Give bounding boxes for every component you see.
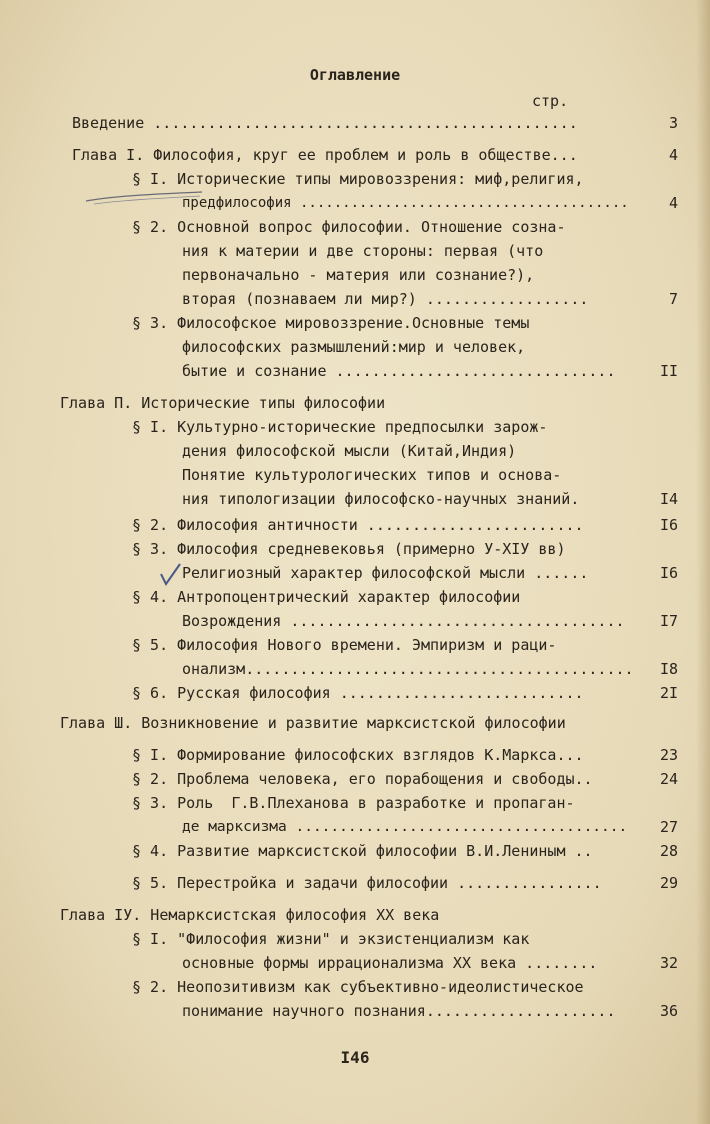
toc-page-number: I8 <box>659 660 678 678</box>
toc-line: § I. Исторические типы мировоззрения: миф,религия, <box>132 170 584 188</box>
toc-line: § 2. Философия античности ........................ <box>132 516 584 534</box>
toc-line: предфилософия ....................................... <box>182 195 629 211</box>
toc-page-number: 24 <box>659 770 678 788</box>
toc-line: § 2. Основной вопрос философии. Отношение созна- <box>132 218 566 236</box>
toc-page-number: 27 <box>659 818 678 836</box>
toc-line: Понятие культурологических типов и основа- <box>182 466 562 484</box>
toc-line: бытие и сознание ............................... <box>182 362 616 380</box>
toc-line: Введение ............................................... <box>72 114 578 132</box>
toc-line: § 2. Проблема человека, его порабощения и свободы.. <box>132 770 593 788</box>
toc-page-number: 36 <box>659 1002 678 1020</box>
toc-line: § 4. Антропоцентрический характер философии <box>132 588 521 606</box>
footer-page-number: I46 <box>340 1048 370 1067</box>
toc-page-number: II <box>659 362 678 380</box>
toc-line: Глава Ш. Возникновение и развитие марксистской философии <box>60 714 566 732</box>
toc-page-number: I7 <box>659 612 678 630</box>
toc-line: понимание научного познания..................... <box>182 1002 616 1020</box>
toc-page-number: I4 <box>659 490 678 508</box>
toc-line: первоначально - материя или сознание?), <box>182 266 535 284</box>
toc-page-number: I6 <box>659 564 678 582</box>
toc-line: дения философской мысли (Китай,Индия) <box>182 442 517 460</box>
toc-line: § 4. Развитие марксистской философии В.И.Лениным .. <box>132 842 593 860</box>
toc-page-number: 7 <box>668 290 678 308</box>
toc-page-number: I6 <box>659 516 678 534</box>
toc-line: ния к материи и две стороны: первая (что <box>182 242 544 260</box>
toc-line: § 5. Перестройка и задачи философии ................ <box>132 874 602 892</box>
toc-line: основные формы иррационализма ХХ века ........ <box>182 954 598 972</box>
toc-page-number: 4 <box>668 194 678 212</box>
toc-page-number: 29 <box>659 874 678 892</box>
toc-line: де марксизма ...................................... <box>182 819 628 835</box>
toc-line: § I. Культурно-исторические предпосылки зарож- <box>132 418 548 436</box>
toc-page-number: 23 <box>659 746 678 764</box>
toc-line: Религиозный характер философской мысли ...... <box>182 564 589 582</box>
toc-line: § 2. Неопозитивизм как субъективно-идеолистическое <box>132 978 584 996</box>
toc-line: § I. Формирование философских взглядов К.Маркса... <box>132 746 584 764</box>
toc-page-number: 28 <box>659 842 678 860</box>
checkmark-icon <box>158 562 184 586</box>
toc-line: § 3. Философское мировоззрение.Основные темы <box>132 314 530 332</box>
toc-line: § 5. Философия Нового времени. Эмпиризм и раци- <box>132 636 557 654</box>
toc-page-number: 4 <box>668 146 678 164</box>
toc-line: Глава I. Философия, круг ее проблем и роль в обществе... <box>72 146 578 164</box>
toc-line: философских размышлений:мир и человек, <box>182 338 526 356</box>
toc-line: § 3. Философия средневековья (примерно У-ХIУ вв) <box>132 540 566 558</box>
toc-line: § 6. Русская философия ........................... <box>132 684 584 702</box>
toc-page-number: 3 <box>668 114 678 132</box>
toc-line: Возрождения ..................................... <box>182 612 625 630</box>
toc-line: Глава IУ. Немарксистская философия ХХ века <box>60 906 440 924</box>
toc-page-number: 2I <box>659 684 678 702</box>
toc-line: ния типологизации философско-научных знаний. <box>182 490 580 508</box>
toc-line: Глава П. Исторические типы философии <box>60 394 386 412</box>
toc-line: онализм........................................... <box>182 660 634 678</box>
page-title: Оглавление <box>309 66 401 84</box>
toc-line: § 3. Роль Г.В.Плеханова в разработке и пропаган- <box>132 794 575 812</box>
toc-line: § I. "Философия жизни" и экзистенциализм как <box>132 930 530 948</box>
page-column-header: стр. <box>532 92 569 110</box>
toc-line: вторая (познаваем ли мир?) .................. <box>182 290 589 308</box>
toc-page-number: 32 <box>659 954 678 972</box>
